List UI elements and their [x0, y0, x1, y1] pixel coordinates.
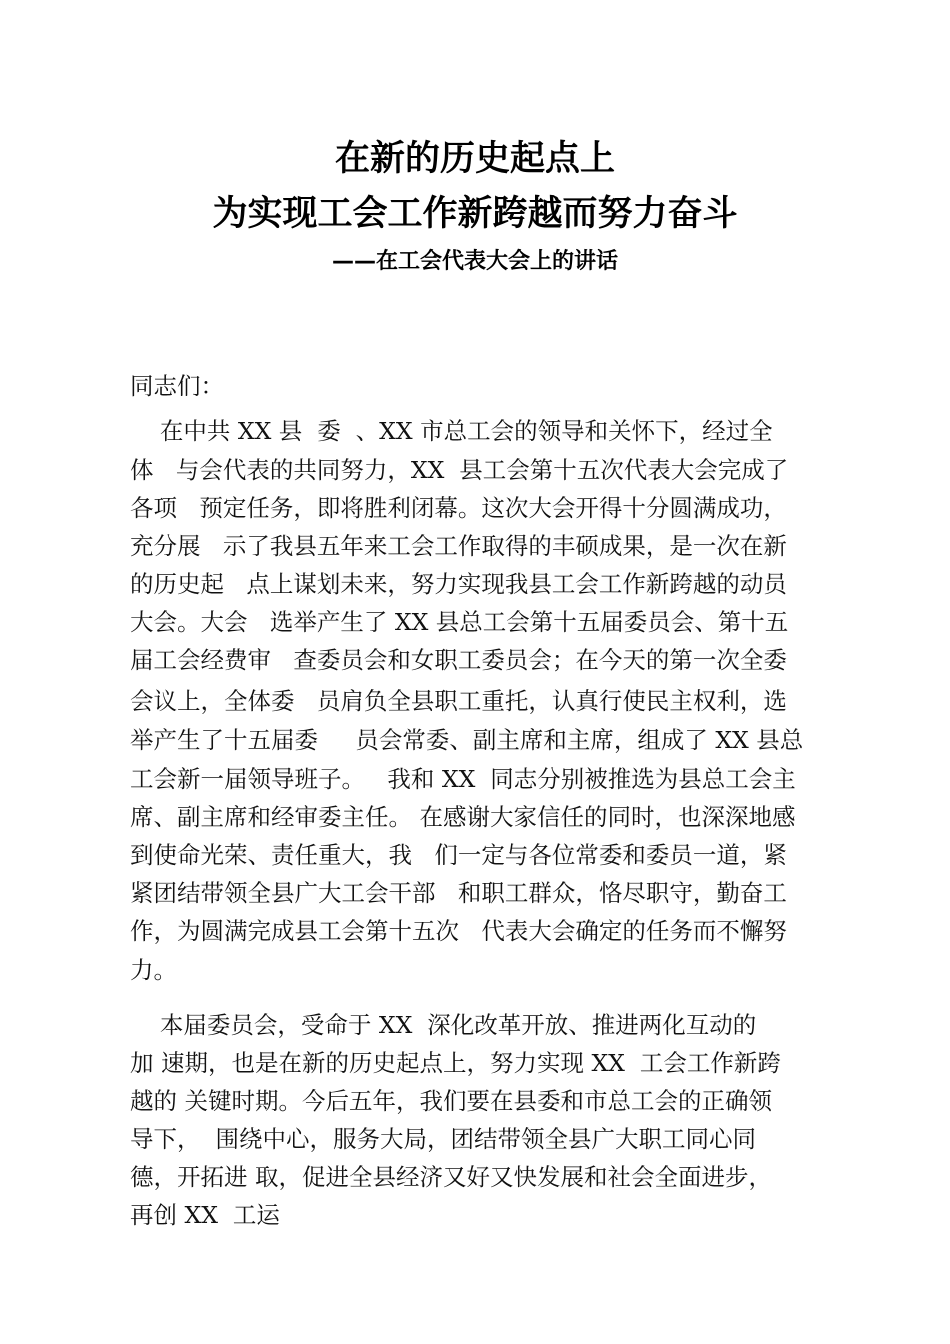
paragraph-line: 德，开拓进 取，促进全县经济又好又快发展和社会全面进步， [130, 1163, 772, 1191]
paragraph-line: 紧团结带领全县广大工会干部 和职工群众，恪尽职守，勤奋工 [130, 879, 787, 907]
paragraph-line: 导下， 围绕中心，服务大局，团结带领全县广大职工同心同 [130, 1125, 756, 1153]
title-line-2: 为实现工会工作新跨越而努力奋斗 [212, 194, 738, 234]
paragraph-line: 工会新一届领导班子。 我和 XX 同志分别被推选为县总工会主 [130, 765, 796, 793]
paragraph-line: 席、副主席和经审委主任。 在感谢大家信任的同时，也深深地感 [130, 803, 796, 831]
paragraph-line: 举产生了十五届委 员会常委、副主席和主席，组成了 XX 县总 [130, 726, 804, 754]
paragraph-line: 充分展 示了我县五年来工会工作取得的丰硕成果，是一次在新 [130, 532, 787, 560]
paragraph-line: 本届委员会，受命于 XX 深化改革开放、推进两化互动的 [130, 1011, 757, 1039]
paragraph-line: 大会。大会 选举产生了 XX 县总工会第十五届委员会、第十五 [130, 608, 789, 636]
paragraph-line: 力。 [130, 956, 177, 984]
paragraph-line: 各项 预定任务，即将胜利闭幕。这次大会开得十分圆满成功， [130, 494, 787, 522]
paragraph-line: 加 速期，也是在新的历史起点上，努力实现 XX 工会工作新跨 [130, 1049, 781, 1077]
salutation: 同志们： [130, 372, 224, 400]
paragraph-line: 的历史起 点上谋划未来，努力实现我县工会工作新跨越的动员 [130, 570, 787, 598]
paragraph-line: 再创 XX 工运 [130, 1201, 280, 1229]
paragraph-line: 越的 关键时期。今后五年，我们要在县委和市总工会的正确领 [130, 1087, 772, 1115]
paragraph-line: 到使命光荣、责任重大，我 们一定与各位常委和委员一道，紧 [130, 841, 787, 869]
paragraph-line: 在中共 XX 县 委 、XX 市总工会的领导和关怀下，经过全 [130, 417, 773, 445]
paragraph-line: 届工会经费审 查委员会和女职工委员会；在今天的第一次全委 [130, 646, 787, 674]
paragraph-line: 会议上，全体委 员肩负全县职工重托，认真行使民主权利，选 [130, 687, 787, 715]
title-line-1: 在新的历史起点上 [334, 139, 615, 179]
paragraph-line: 作，为圆满完成县工会第十五次 代表大会确定的任务而不懈努 [130, 917, 787, 945]
paragraph-line: 体 与会代表的共同努力，XX 县工会第十五次代表大会完成了 [130, 456, 789, 484]
subtitle: ——在工会代表大会上的讲话 [331, 249, 618, 274]
